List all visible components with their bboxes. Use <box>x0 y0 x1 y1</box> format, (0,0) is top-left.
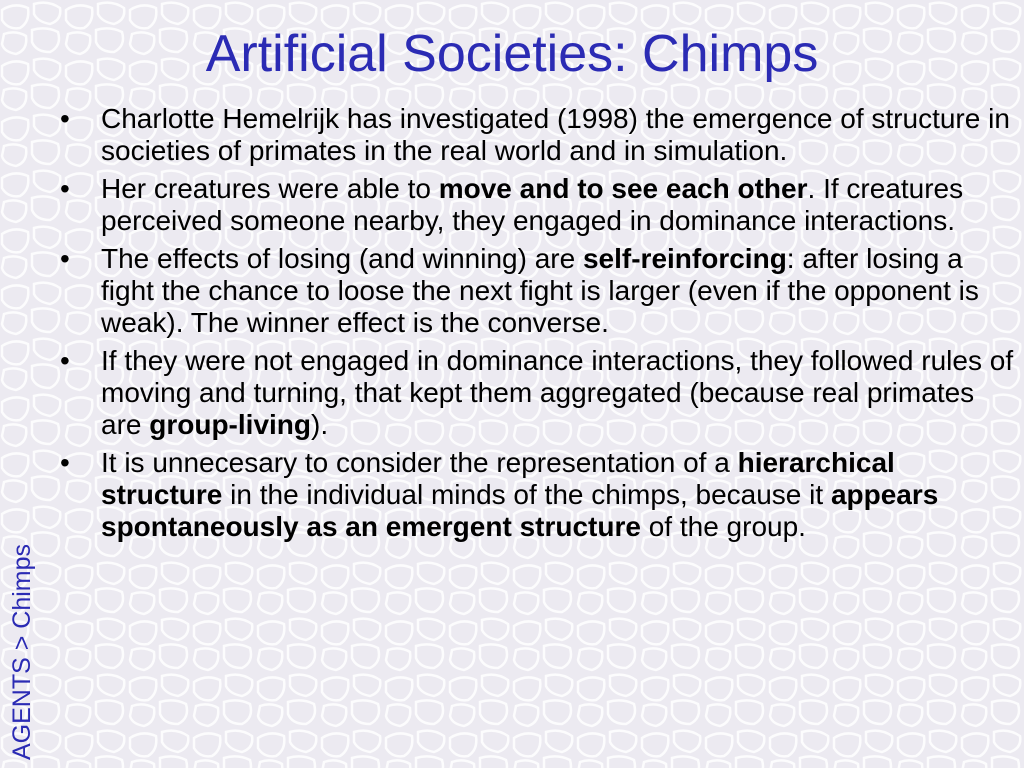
bullet-item <box>58 243 1018 339</box>
bold-phrase: group-living <box>149 409 312 440</box>
bullet-item <box>58 103 1018 167</box>
bullet-glyph: • <box>60 447 70 478</box>
bullet-text: ). <box>311 409 329 440</box>
bullet-text: If they were not engaged in dominance interactions, they followed rules of moving and turning, that kept them aggregated (because real primates are <box>101 345 1014 440</box>
section-label: AGENTS > Chimps <box>8 543 36 760</box>
bullet-item <box>58 173 1018 237</box>
slide-title: Artificial Societies: Chimps <box>205 25 819 83</box>
bullet-text: It is unnecesary to consider the representation of a <box>101 447 738 478</box>
bullet-text: of the group. <box>640 511 806 542</box>
bullet-text: Charlotte Hemelrijk has investigated (1998) the emergence of structure in societies of primates in the real world and in simulation. <box>101 103 1010 166</box>
bullet-list <box>58 103 1018 549</box>
bullet-text: Her creatures were able to <box>101 173 439 204</box>
bullet-glyph: • <box>60 103 70 134</box>
bullet-text: : after losing a fight the chance to loose the next fight is larger (even if the opponent is weak). The winner effect is the converse. <box>101 243 979 338</box>
bold-phrase: appears spontaneously as an emergent structure <box>101 479 939 542</box>
bullet-item <box>58 345 1018 441</box>
bullet-item <box>58 447 1018 543</box>
bullet-text: . If creatures perceived someone nearby, they engaged in dominance interactions. <box>101 173 964 236</box>
bold-phrase: move and to see each other <box>438 173 808 204</box>
bullet-text: The effects of losing (and winning) are <box>101 243 583 274</box>
bullet-glyph: • <box>60 243 70 274</box>
bullet-glyph: • <box>60 173 70 204</box>
bold-phrase: hierarchical structure <box>101 447 895 510</box>
bold-phrase: self-reinforcing <box>582 243 787 274</box>
bullet-glyph: • <box>60 345 70 376</box>
bullet-text: in the individual minds of the chimps, because it <box>222 479 831 510</box>
